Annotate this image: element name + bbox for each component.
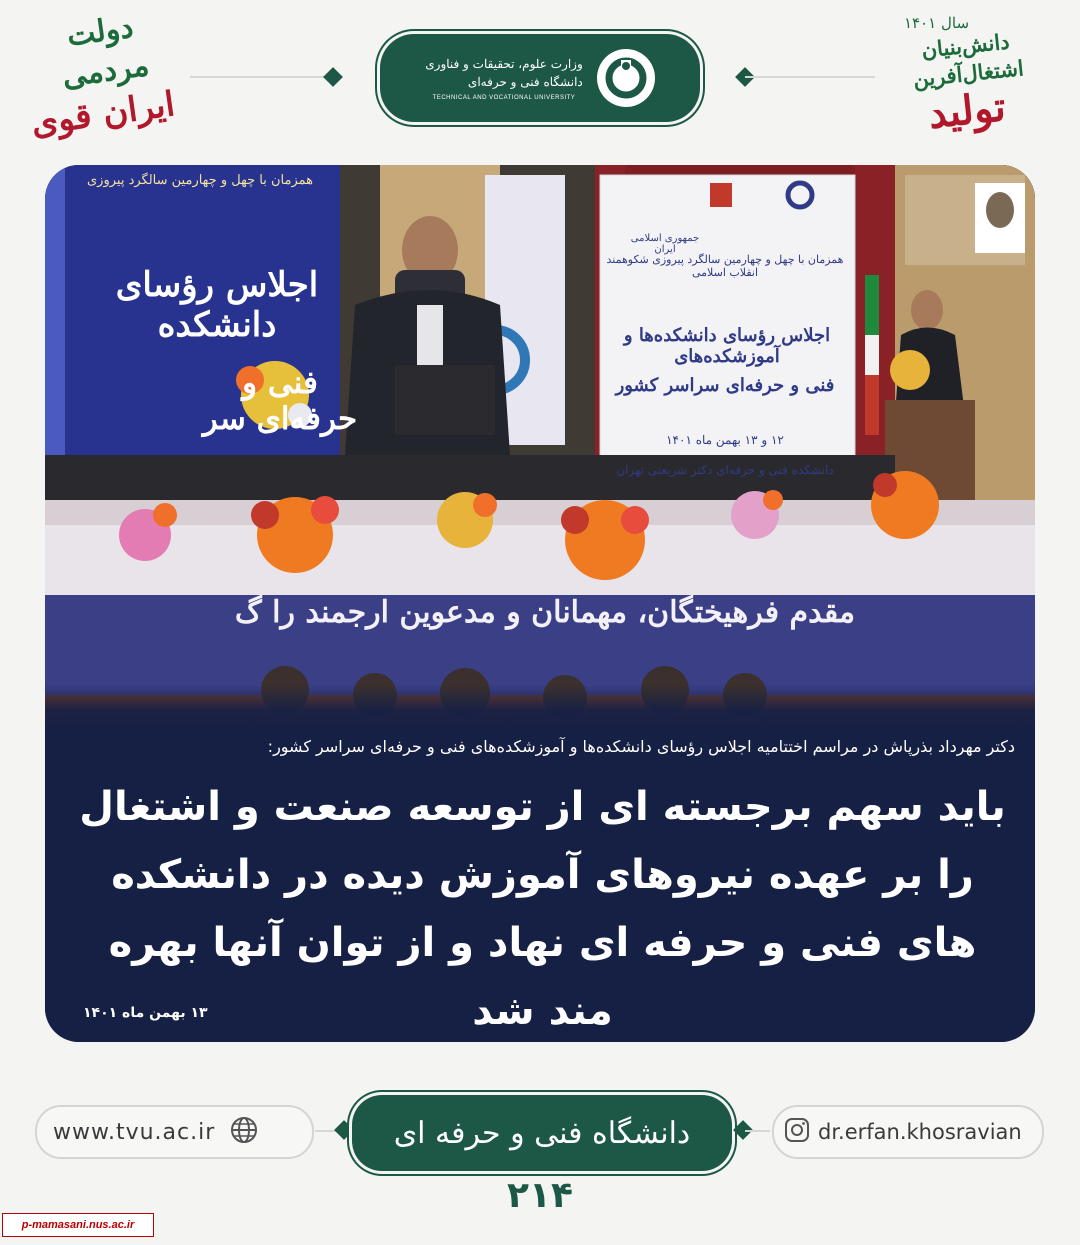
footer-divider-right (745, 1130, 770, 1132)
front-banner-text: مقدم فرهیختگان، مهمانان و مدعوین ارجمند را گ (234, 595, 856, 630)
news-card (45, 165, 1035, 1042)
right-banner-date: ۱۲ و ۱۳ بهمن ماه ۱۴۰۱ (666, 433, 784, 447)
header (0, 0, 1080, 160)
right-banner-place: دانشکده فنی و حرفه‌ای دکتر شریعتی تهران (616, 463, 834, 477)
university-name (425, 55, 583, 101)
caption-panel (45, 685, 1035, 1042)
watermark-text: p-mamasani.nus.ac.ir (21, 1219, 135, 1231)
source-watermark (2, 1213, 154, 1237)
globe-icon (229, 1115, 259, 1149)
slogan-right-line1: دانش‌بنیان اشتغال‌آفرین (911, 28, 1025, 92)
university-name-badge-text: دانشگاه فنی و حرفه ای (393, 1115, 691, 1151)
right-banner-title: اجلاس رؤسای دانشکده‌ها و آموزشکده‌های (623, 325, 831, 367)
instagram-handle[interactable]: dr.erfan.khosravian (818, 1120, 1022, 1144)
university-english-name: TECHNICAL AND VOCATIONAL UNIVERSITY (432, 95, 576, 101)
slogan-right-year: سال ۱۴۰۱ (904, 14, 970, 32)
university-ministry-line: وزارت علوم، تحقیقات و فناوری (425, 57, 583, 71)
right-banner-occasion: همزمان با چهل و چهارمین سالگرد پیروزی شکوهمند انقلاب اسلامی (606, 253, 844, 279)
university-name-line: دانشگاه فنی و حرفه‌ای (467, 75, 583, 89)
header-divider-left (190, 76, 335, 78)
slogan-logo-right (882, 14, 1052, 144)
website-url[interactable]: www.tvu.ac.ir (53, 1119, 216, 1145)
header-divider-right (745, 76, 875, 78)
caption-date: ۱۳ بهمن ماه ۱۴۰۱ (83, 1005, 208, 1021)
university-logo-badge (380, 34, 700, 122)
website-link[interactable] (35, 1105, 314, 1159)
right-banner-title-2: فنی و حرفه‌ای سراسر کشور (615, 375, 835, 396)
slogan-left-line1: دولت مردمی (60, 9, 152, 95)
left-banner-title: اجلاس رؤسای دانشکده (115, 265, 319, 345)
slogan-right-line2: تولید (926, 83, 1008, 138)
right-banner-header: جمهوری اسلامی ایران (630, 233, 700, 255)
slogan-logo-left (28, 9, 178, 144)
slogan-left-line2: ایران قوی (28, 84, 178, 144)
university-name-badge (352, 1095, 732, 1171)
page-number: ۲۱۴ (507, 1175, 573, 1216)
diamond-ornament (334, 1120, 354, 1140)
instagram-icon (784, 1117, 810, 1147)
caption-headline: باید سهم برجسته ای از توسعه صنعت و اشتغال را بر عهده نیروهای آموزش دیده در دانشکده های فنی و حرفه ای نهاد و از توان آنها بهره مند شد (79, 784, 1006, 1034)
left-banner-title-2: فنی و حرفه‌ای سر (202, 365, 358, 437)
caption-subtitle: دکتر مهرداد بذرپاش در مراسم اختتامیه اجلاس رؤسای دانشکده‌ها و آموزشکده‌های فنی و حرفه‌ای سراسر کشور: (267, 737, 1015, 756)
instagram-link[interactable] (772, 1105, 1044, 1159)
university-logo-icon (597, 49, 655, 107)
left-banner-subtitle: همزمان با چهل و چهارمین سالگرد پیروزی (87, 173, 313, 188)
diamond-ornament (323, 67, 343, 87)
